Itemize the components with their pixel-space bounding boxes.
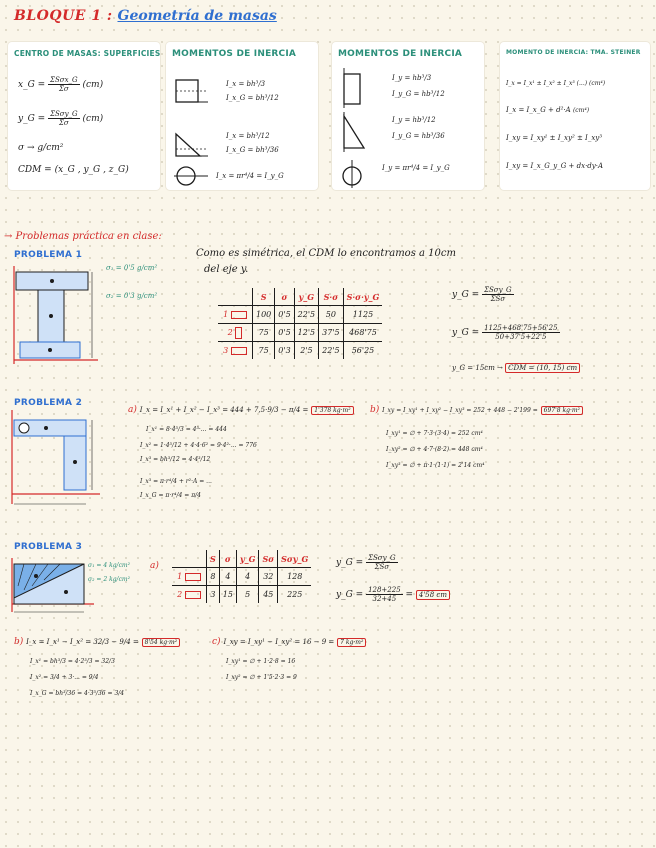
problem-2-a-step-3: I_x³ = bh³/12 = 4·4³/12 bbox=[140, 456, 211, 463]
ix-circle: I_x = πr⁴/4 = I_y_G bbox=[216, 172, 284, 180]
problem-1-result-box: CDM = (10, 15) cm bbox=[505, 363, 580, 373]
problem-3-b-step-2: I_x² = 3/4 + 3·... = 9/4 bbox=[30, 674, 99, 681]
table-row: 2 3 15 5 45 225 bbox=[172, 586, 311, 604]
formula-yg: y_G = $\frac{\text{ΣSσy\_G}}{\Sigma\sigma}$ (cm) bbox=[18, 110, 104, 127]
problem-2-label: PROBLEMA 2 bbox=[14, 398, 83, 408]
problem-2-b-step-3: I_xy³ = ∅ + π·1·(1·1) = 2'14 cm⁴ bbox=[386, 462, 485, 469]
ixg-rect: I_x_G = bh³/12 bbox=[226, 94, 279, 102]
page-title bbox=[14, 8, 277, 24]
col-header: σ bbox=[275, 288, 294, 306]
iy-rect: I_y = hb³/3 bbox=[392, 74, 432, 82]
problem-2-b: b) I_xy = I_xy¹ + I_xy² − I_xy³ = 252 + 448 − 2'199 = 697'8 kg·m² bbox=[370, 404, 583, 417]
card-steiner bbox=[500, 42, 650, 190]
iyg-rect: I_y_G = hb³/12 bbox=[392, 90, 445, 98]
problem-1-sigma2: σ₂ = 0'3 g/cm² bbox=[106, 292, 158, 300]
problem-3-table bbox=[172, 550, 311, 603]
problem-3-formula-1: y_G = $\frac{\text{ΣSσy\_G}}{\text{ΣSσ}}$ bbox=[336, 554, 396, 571]
col-header: S·σ bbox=[319, 288, 343, 306]
col-header: S bbox=[207, 550, 220, 568]
table-row: 2 75 0'5 12'5 37'5 468'75 bbox=[218, 324, 382, 342]
shape-icons-y bbox=[338, 64, 372, 188]
ix-tri: I_x = bh³/12 bbox=[226, 132, 270, 140]
problem-1-label: PROBLEMA 1 bbox=[14, 250, 83, 260]
card-momentos-x bbox=[166, 42, 318, 190]
problem-2-figure bbox=[6, 408, 102, 514]
iy-tri: I_y = hb³/12 bbox=[392, 116, 436, 124]
bloque-label: BLOQUE 1 : bbox=[14, 8, 113, 24]
problem-2-a-step-1: I_x¹ = 8·4³/3 = 4³·... = 444 bbox=[146, 426, 227, 433]
topic-title: Geometría de masas bbox=[117, 8, 277, 24]
problem-1-figure bbox=[6, 260, 102, 370]
problem-2-a-step-5: I_x_G = π·r⁴/4 = π/4 bbox=[140, 492, 201, 499]
table-row: 1 8 4 4 32 128 bbox=[172, 568, 311, 586]
problem-3-sigma1: σ₁ = 4 kg/cm² bbox=[88, 562, 131, 569]
problem-3-b-box: 8'54 kg·m² bbox=[142, 638, 181, 647]
problem-2-a-step-2: I_x² = 1·4³/12 + 4·4·6² = 9·4²·... = 776 bbox=[140, 442, 257, 449]
problem-3-a-label: a) bbox=[150, 561, 159, 571]
col-header: σ bbox=[219, 550, 236, 568]
problem-1-result: y_G = 15cm → CDM = (10, 15) cm bbox=[452, 362, 580, 374]
card-momentos-y bbox=[332, 42, 484, 190]
problem-3-b-step-3: I_x_G = bh³/36 = 4·3³/36 = 3/4 bbox=[30, 690, 125, 697]
problem-2-a-step-4: I_x³ = π·r⁴/4 + r²·A = ... bbox=[140, 478, 212, 485]
problem-2-a: a) I_x = I_x¹ + I_x² − I_x³ = 444 + 7,5·9/3 − π/4 = 1'378 kg·m² bbox=[128, 404, 354, 417]
sigma-units: σ → g/cm² bbox=[18, 143, 64, 153]
problem-1-sigma1: σ₁ = 0'5 g/cm² bbox=[106, 264, 158, 272]
card-title: MOMENTO DE INERCIA: TMA. STEINER bbox=[506, 49, 641, 56]
problem-3-formula-2: y_G = $\frac{128+225}{32+45}$ = 4'58 cm bbox=[336, 586, 450, 603]
iyg-tri: I_y_G = hb³/36 bbox=[392, 132, 445, 140]
practice-header: → Problemas práctica en clase: bbox=[4, 231, 162, 242]
col-header: S·σ·y_G bbox=[343, 288, 382, 306]
shape-icons-x bbox=[172, 76, 212, 186]
problem-3-b-step-1: I_x¹ = bh³/3 = 4·2³/3 = 32/3 bbox=[30, 658, 115, 665]
col-header: Sσy_G bbox=[278, 550, 312, 568]
table-row: 3 75 0'3 2'5 22'5 56'25 bbox=[218, 342, 382, 360]
problem-1-formula-2: y_G = $\frac{1125+468'75+56'25}{50+37'5+22'5}$ bbox=[452, 324, 558, 341]
problem-2-b-step-2: I_xy² = ∅ + 4·7·(8·2) = 448 cm⁴ bbox=[386, 446, 483, 453]
ixg-tri: I_x_G = bh³/36 bbox=[226, 146, 279, 154]
steiner-ix: I_x = I_x_G + d²·A (cm⁴) bbox=[506, 106, 590, 114]
problem-3-c-box: 7 kg·m² bbox=[337, 638, 366, 647]
problem-2-a-box: 1'378 kg·m² bbox=[311, 406, 353, 415]
card-centro-masas bbox=[8, 42, 160, 190]
problem-1-note: Como es simétrica, el CDM lo encontramos a 10cm bbox=[196, 248, 456, 259]
ix-rect: I_x = bh³/3 bbox=[226, 80, 266, 88]
col-header: S bbox=[253, 288, 275, 306]
problem-3-c: c) I_xy = I_xy¹ − I_xy² = 16 − 9 = 7 kg·m² bbox=[212, 636, 366, 649]
iy-circle: I_y = πr⁴/4 = I_y_G bbox=[382, 164, 450, 172]
steiner-ixy: I_xy = I_x_G_y_G + dx·dy·A bbox=[506, 162, 604, 170]
problem-3-sigma2: σ₂ = 2 kg/cm² bbox=[88, 576, 131, 583]
problem-1-formula-1: y_G = $\frac{\text{ΣSσy\_G}}{\text{ΣSσ}}$ bbox=[452, 286, 512, 303]
problem-1-note-2: del eje y. bbox=[204, 264, 249, 275]
problem-2-b-step-1: I_xy¹ = ∅ + 7·3·(3·4) = 252 cm⁴ bbox=[386, 430, 483, 437]
problem-3-figure bbox=[6, 556, 96, 616]
table-row: 1 100 0'5 22'5 50 1125 bbox=[218, 306, 382, 324]
card-title: MOMENTOS DE INERCIA bbox=[172, 49, 297, 59]
problem-2-b-box: 697'8 kg·m² bbox=[541, 406, 583, 415]
card-title: MOMENTOS DE INERCIA bbox=[338, 49, 463, 59]
problem-3-c-step-2: I_xy² = ∅ + 1'5·2·3 = 9 bbox=[226, 674, 297, 681]
problem-3-result-box: 4'58 cm bbox=[416, 590, 450, 600]
formula-xg: x_G = $\frac{\text{ΣSσx\_G}}{\Sigma\sigma}$ (cm) bbox=[18, 76, 104, 93]
steiner-sum: I_x = I_x¹ ± I_x² ± I_x³ (...) (cm⁴) bbox=[506, 80, 606, 87]
cdm-def: CDM = (x_G , y_G , z_G) bbox=[18, 165, 129, 175]
problem-3-b: b) I_x = I_x¹ − I_x² = 32/3 − 9/4 = 8'54 kg·m² bbox=[14, 636, 180, 649]
col-header: Sσ bbox=[259, 550, 278, 568]
problem-3-label: PROBLEMA 3 bbox=[14, 542, 83, 552]
problem-3-c-step-1: I_xy¹ = ∅ + 1·2·8 = 16 bbox=[226, 658, 296, 665]
card-title: CENTRO DE MASAS: SUPERFICIES bbox=[14, 49, 160, 58]
col-header: y_G bbox=[236, 550, 258, 568]
col-header: y_G bbox=[294, 288, 318, 306]
problem-1-table bbox=[218, 288, 382, 359]
steiner-ixy-sum: I_xy = I_xy¹ ± I_xy² ± I_xy³ bbox=[506, 134, 603, 142]
